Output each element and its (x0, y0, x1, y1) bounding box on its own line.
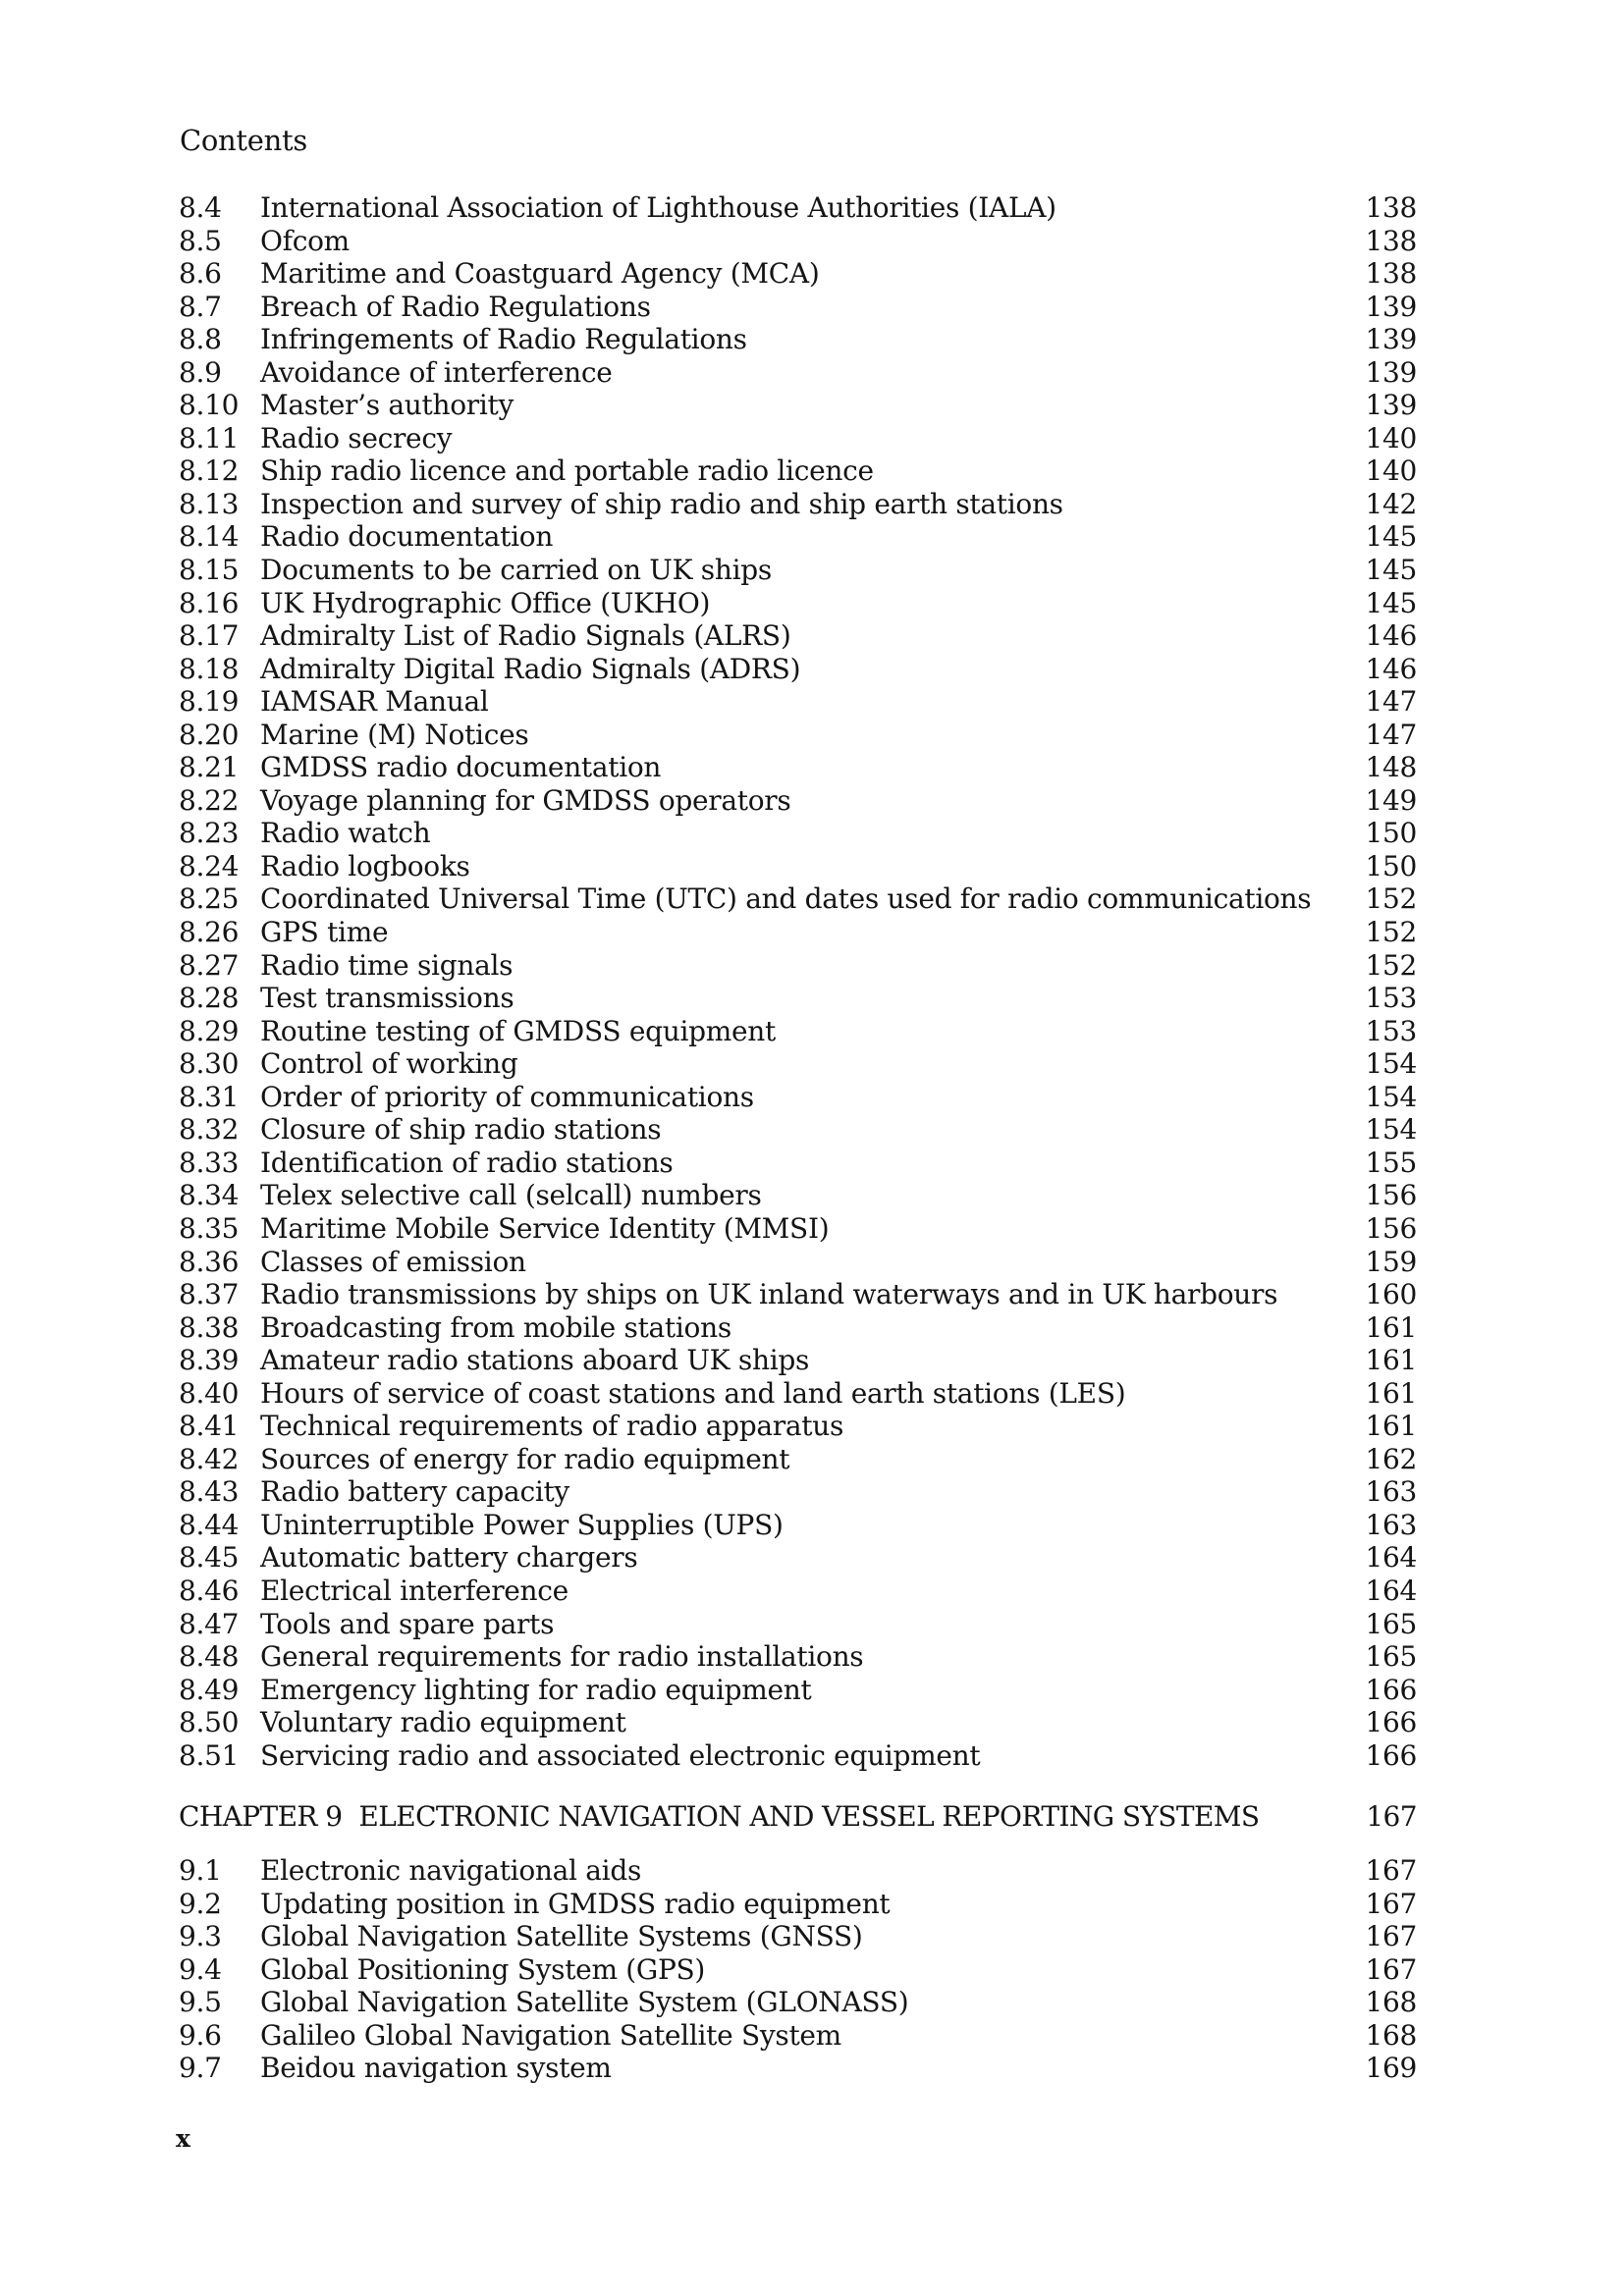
toc-entry-title: Global Positioning System (GPS) (260, 1952, 706, 1986)
toc-entry-number: 8.49 (179, 1673, 240, 1706)
toc-entry-page: 140 (1365, 454, 1417, 488)
toc-entry-title: Test transmissions (260, 982, 514, 1015)
toc-entry-number: 8.17 (179, 619, 240, 653)
toc-entry-number: 8.35 (179, 1211, 240, 1245)
toc-row (179, 850, 1417, 883)
toc-entry-number: 8.33 (179, 1146, 240, 1179)
toc-entry-title: Breach of Radio Regulations (260, 290, 651, 323)
toc-entry-number: 8.50 (179, 1706, 240, 1739)
toc-entry-title: Inspection and survey of ship radio and ship earth stations (260, 487, 1063, 520)
toc-row (179, 389, 1417, 422)
toc-entry-title: Coordinated Universal Time (UTC) and dates used for radio communications (260, 882, 1312, 916)
toc-row (179, 1674, 1417, 1707)
toc-row (179, 225, 1417, 258)
toc-entry-page: 154 (1365, 1113, 1417, 1147)
toc-row (179, 1179, 1417, 1212)
toc-entry-page: 163 (1365, 1508, 1417, 1541)
toc-entry-page: 156 (1365, 1211, 1417, 1245)
toc-entry-number: 8.25 (179, 882, 240, 916)
toc-entry-number: 9.5 (179, 1986, 222, 2019)
toc-entry-page: 165 (1365, 1607, 1417, 1640)
toc-entry-page: 147 (1365, 718, 1417, 751)
toc-entry-title: Technical requirements of radio apparatus (260, 1410, 844, 1443)
toc-row (179, 1015, 1417, 1048)
toc-entry-title: Uninterruptible Power Supplies (UPS) (260, 1508, 784, 1541)
toc-row (179, 719, 1417, 752)
toc-entry-title: Global Navigation Satellite Systems (GNSS) (260, 1920, 863, 1953)
toc-row (179, 1575, 1417, 1608)
toc-row (179, 1854, 1417, 1888)
toc-entry-title: GPS time (260, 916, 389, 949)
toc-entry-title: UK Hydrographic Office (UKHO) (260, 586, 711, 619)
toc-entry-number: 8.18 (179, 652, 240, 685)
toc-entry-number: 9.4 (179, 1952, 222, 1986)
toc-entry-number: 8.40 (179, 1376, 240, 1410)
toc-entry-title: Radio transmissions by ships on UK inland waterways and in UK harbours (260, 1278, 1278, 1311)
toc-entry-number: 9.2 (179, 1887, 222, 1920)
toc-entry-number: 8.24 (179, 849, 240, 882)
toc-row (179, 1212, 1417, 1246)
toc-entry-page: 161 (1365, 1410, 1417, 1443)
toc-entry-page: 152 (1365, 882, 1417, 916)
toc-entry-title: Global Navigation Satellite System (GLONASS) (260, 1986, 909, 2019)
chapter-9-heading-row (179, 1800, 1417, 1834)
toc-entry-title: Radio logbooks (260, 849, 470, 882)
toc-entry-page: 146 (1365, 652, 1417, 685)
toc-entry-number: 8.15 (179, 554, 240, 587)
toc-entry-page: 156 (1365, 1179, 1417, 1212)
toc-entry-page: 153 (1365, 982, 1417, 1015)
toc-entry-page: 153 (1365, 1014, 1417, 1047)
toc-row (179, 1410, 1417, 1443)
toc-entry-title: Avoidance of interference (260, 355, 613, 389)
toc-row (179, 982, 1417, 1015)
toc-row (179, 1920, 1417, 1953)
toc-entry-title: Closure of ship radio stations (260, 1113, 662, 1147)
toc-entry-page: 146 (1365, 619, 1417, 653)
toc-entry-number: 8.37 (179, 1278, 240, 1311)
toc-entry-number: 8.11 (179, 421, 240, 454)
toc-entry-title: Control of working (260, 1047, 518, 1081)
toc-row (179, 554, 1417, 587)
toc-entry-number: 8.38 (179, 1310, 240, 1344)
toc-row (179, 2052, 1417, 2085)
toc-entry-number: 8.10 (179, 389, 240, 422)
toc-entry-page: 154 (1365, 1080, 1417, 1113)
toc-row (179, 1377, 1417, 1411)
toc-entry-title: Identification of radio stations (260, 1146, 674, 1179)
toc-entry-page: 169 (1365, 2052, 1417, 2085)
page-title: Contents (180, 124, 307, 157)
toc-entry-title: Ofcom (260, 224, 350, 257)
toc-entry-title: Order of priority of communications (260, 1080, 754, 1113)
toc-entry-page: 161 (1365, 1310, 1417, 1344)
toc-entry-page: 167 (1365, 1854, 1417, 1887)
toc-row (179, 1081, 1417, 1114)
toc-entry-page: 150 (1365, 817, 1417, 850)
toc-entry-page: 140 (1365, 421, 1417, 454)
toc-entry-title: Marine (M) Notices (260, 718, 529, 751)
toc-entry-page: 138 (1365, 224, 1417, 257)
toc-entry-title: Hours of service of coast stations and land earth stations (LES) (260, 1376, 1126, 1410)
toc-entry-number: 8.46 (179, 1574, 240, 1607)
toc-row (179, 653, 1417, 686)
toc-entry-number: 8.7 (179, 290, 222, 323)
toc-entry-page: 161 (1365, 1344, 1417, 1377)
toc-entry-number: 8.47 (179, 1607, 240, 1640)
toc-entry-number: 8.48 (179, 1640, 240, 1674)
toc-entry-number: 8.6 (179, 257, 222, 291)
toc-row (179, 356, 1417, 390)
toc-row (179, 323, 1417, 356)
toc-row (179, 1147, 1417, 1180)
toc-row (179, 1706, 1417, 1739)
toc-entry-number: 8.5 (179, 224, 222, 257)
toc-entry-number: 8.13 (179, 487, 240, 520)
toc-entry-title: General requirements for radio installations (260, 1640, 864, 1674)
toc-entry-number: 8.34 (179, 1179, 240, 1212)
toc-entry-number: 8.16 (179, 586, 240, 619)
toc-entry-title: Voyage planning for GMDSS operators (260, 783, 791, 817)
toc-entry-page: 147 (1365, 685, 1417, 719)
toc-entry-page: 167 (1365, 1887, 1417, 1920)
toc-entry-page: 138 (1365, 191, 1417, 224)
toc-entry-number: 8.8 (179, 323, 222, 356)
toc-entry-title: Radio secrecy (260, 421, 453, 454)
toc-row (179, 1246, 1417, 1279)
toc-entry-page: 139 (1365, 355, 1417, 389)
toc-entry-number: 8.44 (179, 1508, 240, 1541)
toc-entry-title: Radio battery capacity (260, 1475, 569, 1509)
toc-entry-title: Radio time signals (260, 948, 514, 982)
toc-entry-title: Maritime Mobile Service Identity (MMSI) (260, 1211, 830, 1245)
toc-entry-number: 8.51 (179, 1738, 240, 1772)
toc-row (179, 1443, 1417, 1476)
toc-entry-title: Classes of emission (260, 1245, 526, 1278)
toc-entry-title: Updating position in GMDSS radio equipment (260, 1887, 891, 1920)
toc-row (179, 949, 1417, 983)
toc-entry-title: Radio watch (260, 817, 431, 850)
toc-entry-page: 166 (1365, 1673, 1417, 1706)
toc-row (179, 488, 1417, 521)
toc-row (179, 1608, 1417, 1641)
toc-row (179, 1047, 1417, 1081)
toc-row (179, 587, 1417, 620)
toc-entry-page: 162 (1365, 1442, 1417, 1475)
toc-row (179, 2019, 1417, 2053)
toc-row (179, 257, 1417, 291)
toc-row (179, 784, 1417, 818)
toc-entry-title: Servicing radio and associated electronic equipment (260, 1738, 981, 1772)
toc-entry-page: 145 (1365, 520, 1417, 554)
toc-row (179, 817, 1417, 850)
toc-entry-title: Master’s authority (260, 389, 514, 422)
toc-entry-number: 8.12 (179, 454, 240, 488)
toc-entry-page: 139 (1365, 323, 1417, 356)
toc-entry-page: 148 (1365, 751, 1417, 784)
toc-entry-number: 8.43 (179, 1475, 240, 1509)
toc-entry-title: Tools and spare parts (260, 1607, 555, 1640)
toc-list-chapter9 (179, 1854, 1417, 2085)
toc-row (179, 1475, 1417, 1509)
toc-entry-page: 138 (1365, 257, 1417, 291)
toc-entry-title: IAMSAR Manual (260, 685, 489, 719)
toc-row (179, 291, 1417, 324)
toc-entry-title: Maritime and Coastguard Agency (MCA) (260, 257, 820, 291)
toc-entry-title: Beidou navigation system (260, 2052, 612, 2085)
toc-entry-page: 149 (1365, 783, 1417, 817)
toc-entry-title: International Association of Lighthouse Authorities (IALA) (260, 191, 1056, 224)
toc-entry-number: 8.22 (179, 783, 240, 817)
toc-entry-page: 159 (1365, 1245, 1417, 1278)
toc-entry-title: Automatic battery chargers (260, 1541, 638, 1575)
toc-entry-page: 166 (1365, 1738, 1417, 1772)
chapter-9-label: CHAPTER 9 (179, 1800, 343, 1833)
toc-entry-title: Admiralty List of Radio Signals (ALRS) (260, 619, 791, 653)
toc-entry-number: 8.26 (179, 916, 240, 949)
toc-entry-title: Voluntary radio equipment (260, 1706, 626, 1739)
toc-entry-number: 8.45 (179, 1541, 240, 1575)
toc-entry-number: 8.42 (179, 1442, 240, 1475)
toc-entry-number: 8.31 (179, 1080, 240, 1113)
toc-entry-page: 139 (1365, 290, 1417, 323)
toc-entry-page: 150 (1365, 849, 1417, 882)
toc-entry-page: 168 (1365, 2018, 1417, 2052)
toc-entry-page: 168 (1365, 1986, 1417, 2019)
toc-entry-title: Electrical interference (260, 1574, 568, 1607)
toc-entry-number: 9.6 (179, 2018, 222, 2052)
toc-entry-number: 8.14 (179, 520, 240, 554)
toc-entry-page: 152 (1365, 916, 1417, 949)
toc-entry-title: GMDSS radio documentation (260, 751, 662, 784)
toc-row (179, 1113, 1417, 1147)
folio-page-number: x (176, 2124, 190, 2153)
toc-entry-title: Infringements of Radio Regulations (260, 323, 747, 356)
toc-entry-page: 145 (1365, 554, 1417, 587)
toc-row (179, 1888, 1417, 1921)
toc-entry-title: Radio documentation (260, 520, 554, 554)
toc-entry-title: Documents to be carried on UK ships (260, 554, 772, 587)
toc-entry-title: Routine testing of GMDSS equipment (260, 1014, 776, 1047)
toc-row (179, 1541, 1417, 1575)
toc-row (179, 1311, 1417, 1345)
toc-row (179, 520, 1417, 554)
toc-entry-title: Amateur radio stations aboard UK ships (260, 1344, 810, 1377)
toc-entry-title: Admiralty Digital Radio Signals (ADRS) (260, 652, 801, 685)
toc-entry-number: 8.23 (179, 817, 240, 850)
toc-entry-number: 8.32 (179, 1113, 240, 1147)
toc-entry-page: 163 (1365, 1475, 1417, 1509)
toc-entry-page: 142 (1365, 487, 1417, 520)
toc-list-chapter8 (179, 191, 1417, 1772)
toc-row (179, 1953, 1417, 1987)
toc-entry-page: 166 (1365, 1706, 1417, 1739)
toc-row (179, 619, 1417, 653)
toc-row (179, 1640, 1417, 1674)
chapter-9-title: ELECTRONIC NAVIGATION AND VESSEL REPORTING SYSTEMS (358, 1800, 1260, 1833)
toc-entry-page: 161 (1365, 1376, 1417, 1410)
toc-row (179, 882, 1417, 916)
toc-entry-title: Sources of energy for radio equipment (260, 1442, 790, 1475)
toc-entry-title: Broadcasting from mobile stations (260, 1310, 731, 1344)
toc-row (179, 685, 1417, 719)
toc-entry-page: 154 (1365, 1047, 1417, 1081)
toc-entry-page: 167 (1365, 1920, 1417, 1953)
toc-row (179, 916, 1417, 949)
toc-entry-page: 139 (1365, 389, 1417, 422)
toc-entry-title: Telex selective call (selcall) numbers (260, 1179, 762, 1212)
toc-entry-number: 8.21 (179, 751, 240, 784)
toc-entry-number: 8.27 (179, 948, 240, 982)
toc-entry-page: 145 (1365, 586, 1417, 619)
toc-row (179, 422, 1417, 455)
toc-entry-number: 8.19 (179, 685, 240, 719)
toc-entry-number: 8.4 (179, 191, 222, 224)
toc-entry-number: 8.41 (179, 1410, 240, 1443)
toc-entry-page: 155 (1365, 1146, 1417, 1179)
chapter-9-page-number: 167 (1366, 1800, 1417, 1833)
toc-row (179, 191, 1417, 225)
toc-entry-page: 160 (1365, 1278, 1417, 1311)
toc-entry-page: 164 (1365, 1574, 1417, 1607)
toc-entry-page: 167 (1365, 1952, 1417, 1986)
toc-entry-title: Galileo Global Navigation Satellite System (260, 2018, 841, 2052)
toc-row (179, 751, 1417, 784)
toc-row (179, 1509, 1417, 1542)
toc-entry-number: 8.20 (179, 718, 240, 751)
toc-entry-number: 8.39 (179, 1344, 240, 1377)
toc-row (179, 1986, 1417, 2019)
toc-row (179, 1344, 1417, 1377)
toc-entry-number: 8.36 (179, 1245, 240, 1278)
toc-entry-page: 165 (1365, 1640, 1417, 1674)
toc-entry-number: 9.7 (179, 2052, 222, 2085)
toc-entry-number: 8.29 (179, 1014, 240, 1047)
toc-entry-number: 9.1 (179, 1854, 222, 1887)
toc-entry-number: 8.9 (179, 355, 222, 389)
toc-row (179, 454, 1417, 488)
toc-entry-page: 152 (1365, 948, 1417, 982)
toc-entry-title: Electronic navigational aids (260, 1854, 642, 1887)
toc-entry-title: Ship radio licence and portable radio licence (260, 454, 874, 488)
toc-entry-number: 9.3 (179, 1920, 222, 1953)
toc-entry-title: Emergency lighting for radio equipment (260, 1673, 812, 1706)
toc-entry-number: 8.30 (179, 1047, 240, 1081)
toc-entry-page: 164 (1365, 1541, 1417, 1575)
toc-row (179, 1278, 1417, 1311)
toc-row (179, 1739, 1417, 1773)
toc-entry-number: 8.28 (179, 982, 240, 1015)
